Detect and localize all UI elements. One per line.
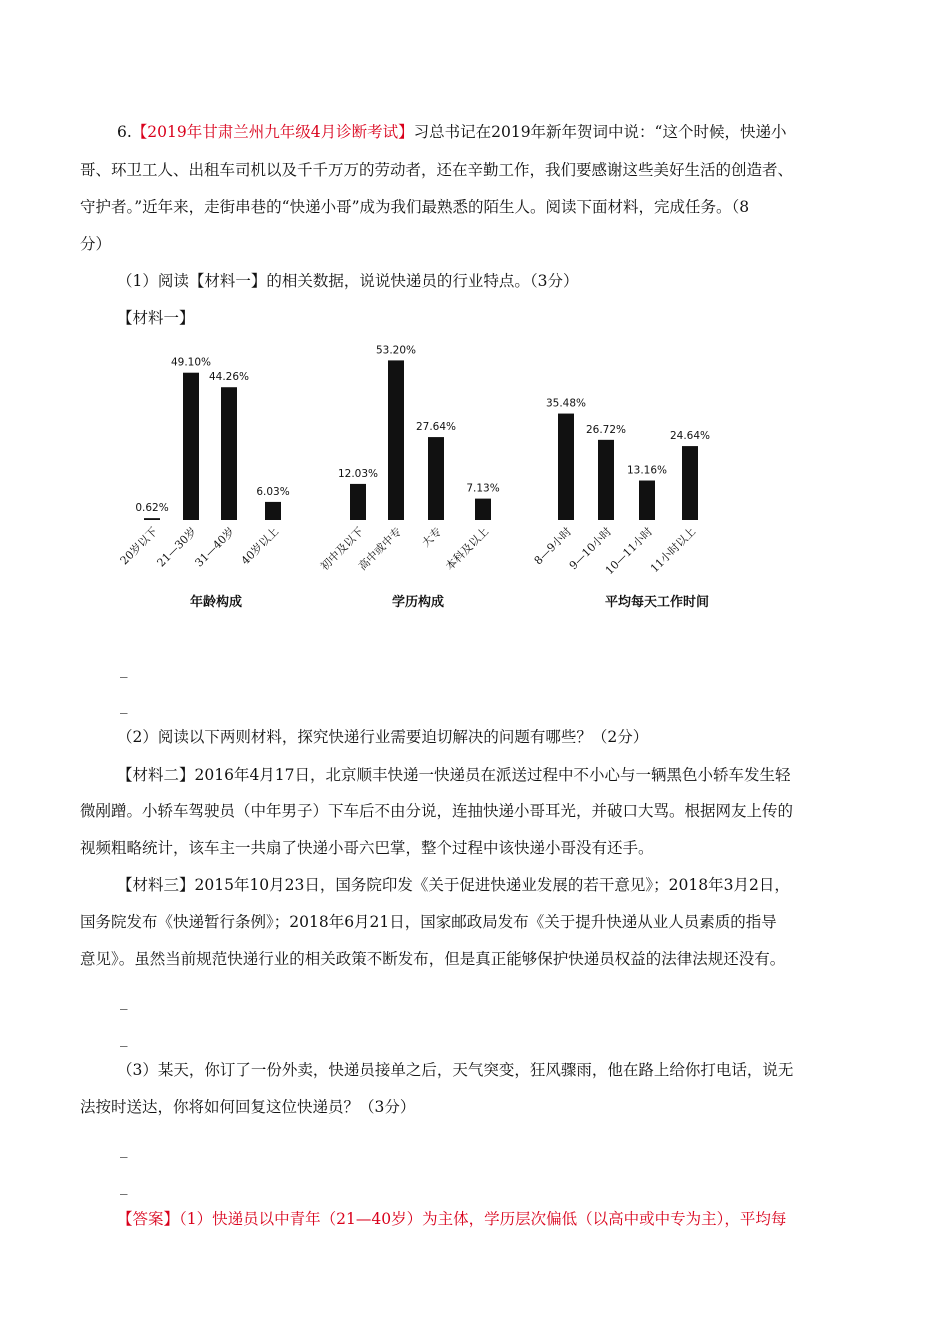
answer-text: （1）快递员以中青年（21—40岁）为主体，学历层次偏低（以高中或中专为主），平均每 bbox=[179, 1210, 787, 1228]
chart-2-title: 学历构成 bbox=[391, 595, 445, 610]
chart-1-tick-label-4: 40岁以上 bbox=[238, 524, 282, 568]
chart-2-bar-3 bbox=[428, 437, 444, 520]
material-3-line-1: 【材料三】2015年10月23日，国务院印发《关于促进快递业发展的若干意见》；2018年3月2日， bbox=[117, 876, 790, 894]
chart-3-title: 平均每天工作时间 bbox=[604, 595, 710, 610]
chart-3-bar-3 bbox=[639, 481, 655, 520]
chart-1-value-label-1: 0.62% bbox=[135, 502, 169, 515]
chart-3-bar-2 bbox=[598, 440, 614, 520]
chart-3-tick-label-3: 10—11小时 bbox=[602, 524, 656, 578]
chart-3-value-label-2: 26.72% bbox=[585, 423, 627, 436]
intro-text-1: 习总书记在2019年新年贺词中说：“这个时候，快递小 bbox=[413, 123, 787, 141]
chart-2-tick-label-1: 初中及以下 bbox=[318, 524, 367, 574]
answer-line bbox=[117, 1209, 907, 1229]
material-2-line-1: 【材料二】2016年4月17日，北京顺丰快递一快递员在派送过程中不小心与一辆黑色小轿车发生轻 bbox=[117, 766, 791, 784]
question-intro-line-4: 分） bbox=[80, 235, 112, 253]
answer-blank-2b: _ bbox=[120, 1029, 128, 1047]
question-source: 【2019年甘肃兰州九年级4月诊断考试】 bbox=[131, 123, 414, 141]
material-1-label: 【材料一】 bbox=[117, 309, 195, 327]
chart-3-tick-label-1: 8—9小时 bbox=[531, 524, 575, 568]
material-1-chart bbox=[118, 336, 738, 626]
chart-2-bar-1 bbox=[350, 484, 366, 520]
question-intro-line-1 bbox=[117, 122, 907, 142]
material-2-line-2: 微剐蹭。小轿车驾驶员（中年男子）下车后不由分说，连抽快递小哥耳光，并破口大骂。根据网友上传的 bbox=[80, 802, 794, 820]
answer-blank-1a: _ bbox=[120, 660, 128, 678]
chart-2-tick-label-2: 高中或中专 bbox=[356, 524, 405, 574]
answer-blank-3b: _ bbox=[120, 1177, 128, 1195]
chart-1-title: 年龄构成 bbox=[189, 595, 243, 610]
material-3-line-3: 意见》。虽然当前规范快递行业的相关政策不断发布，但是真正能够保护快递员权益的法律法规还没有。 bbox=[80, 950, 786, 968]
answer-blank-3a: _ bbox=[120, 1140, 128, 1158]
chart-1-value-label-4: 6.03% bbox=[256, 485, 290, 498]
chart-1-value-label-3: 44.26% bbox=[208, 371, 250, 384]
chart-3-tick-label-4: 11小时以上 bbox=[647, 524, 699, 576]
answer-label: 【答案】 bbox=[117, 1210, 180, 1228]
task-2: （2）阅读以下两则材料，探究快递行业需要迫切解决的问题有哪些？（2分） bbox=[117, 728, 649, 746]
chart-2-bar-2 bbox=[388, 360, 404, 520]
chart-3-value-label-4: 24.64% bbox=[669, 430, 711, 443]
chart-1-bar-4 bbox=[265, 502, 281, 520]
chart-1-tick-label-1: 20岁以下 bbox=[118, 524, 161, 568]
chart-2-tick-label-4: 本科及以上 bbox=[443, 524, 492, 574]
chart-2-value-label-2: 53.20% bbox=[375, 344, 417, 357]
answer-blank-1b: _ bbox=[120, 696, 128, 714]
question-number: 6. bbox=[117, 123, 132, 141]
chart-1-bar-3 bbox=[221, 387, 237, 520]
task-3-line-1: （3）某天，你订了一份外卖，快递员接单之后，天气突变，狂风骤雨，他在路上给你打电话，说无 bbox=[117, 1061, 794, 1079]
chart-1-bar-1 bbox=[144, 518, 160, 520]
chart-2-value-label-3: 27.64% bbox=[415, 421, 457, 434]
chart-3-value-label-1: 35.48% bbox=[545, 397, 587, 410]
chart-1-tick-label-3: 31—40岁 bbox=[192, 524, 238, 570]
chart-3-value-label-3: 13.16% bbox=[626, 464, 668, 477]
chart-2-tick-label-3: 大专 bbox=[419, 524, 445, 550]
chart-2-bar-4 bbox=[475, 499, 491, 520]
task-1: （1）阅读【材料一】的相关数据，说说快递员的行业特点。（3分） bbox=[117, 272, 579, 290]
chart-2-value-label-1: 12.03% bbox=[337, 467, 379, 480]
material-3-line-2: 国务院发布《快递暂行条例》；2018年6月21日，国家邮政局发布《关于提升快递从业人员素质的指导 bbox=[80, 913, 777, 931]
chart-3-bar-4 bbox=[682, 446, 698, 520]
chart-2-value-label-4: 7.13% bbox=[466, 482, 500, 495]
task-3-line-2: 法按时送达，你将如何回复这位快递员？（3分） bbox=[80, 1098, 416, 1116]
question-intro-line-3: 守护者。”近年来，走街串巷的“快递小哥”成为我们最熟悉的陌生人。阅读下面材料，完成任务。（8 bbox=[80, 198, 750, 216]
chart-1-tick-label-2: 21—30岁 bbox=[154, 524, 200, 570]
chart-1-value-label-2: 49.10% bbox=[170, 356, 212, 369]
chart-3-bar-1 bbox=[558, 414, 574, 520]
chart-3-tick-label-2: 9—10小时 bbox=[566, 524, 615, 573]
chart-1-bar-2 bbox=[183, 373, 199, 520]
material-2-line-3: 视频粗略统计，该车主一共扇了快递小哥六巴掌，整个过程中该快递小哥没有还手。 bbox=[80, 839, 654, 857]
answer-blank-2a: _ bbox=[120, 992, 128, 1010]
question-intro-line-2: 哥、环卫工人、出租车司机以及千千万万的劳动者，还在辛勤工作，我们要感谢这些美好生活的创造者、 bbox=[80, 161, 794, 179]
